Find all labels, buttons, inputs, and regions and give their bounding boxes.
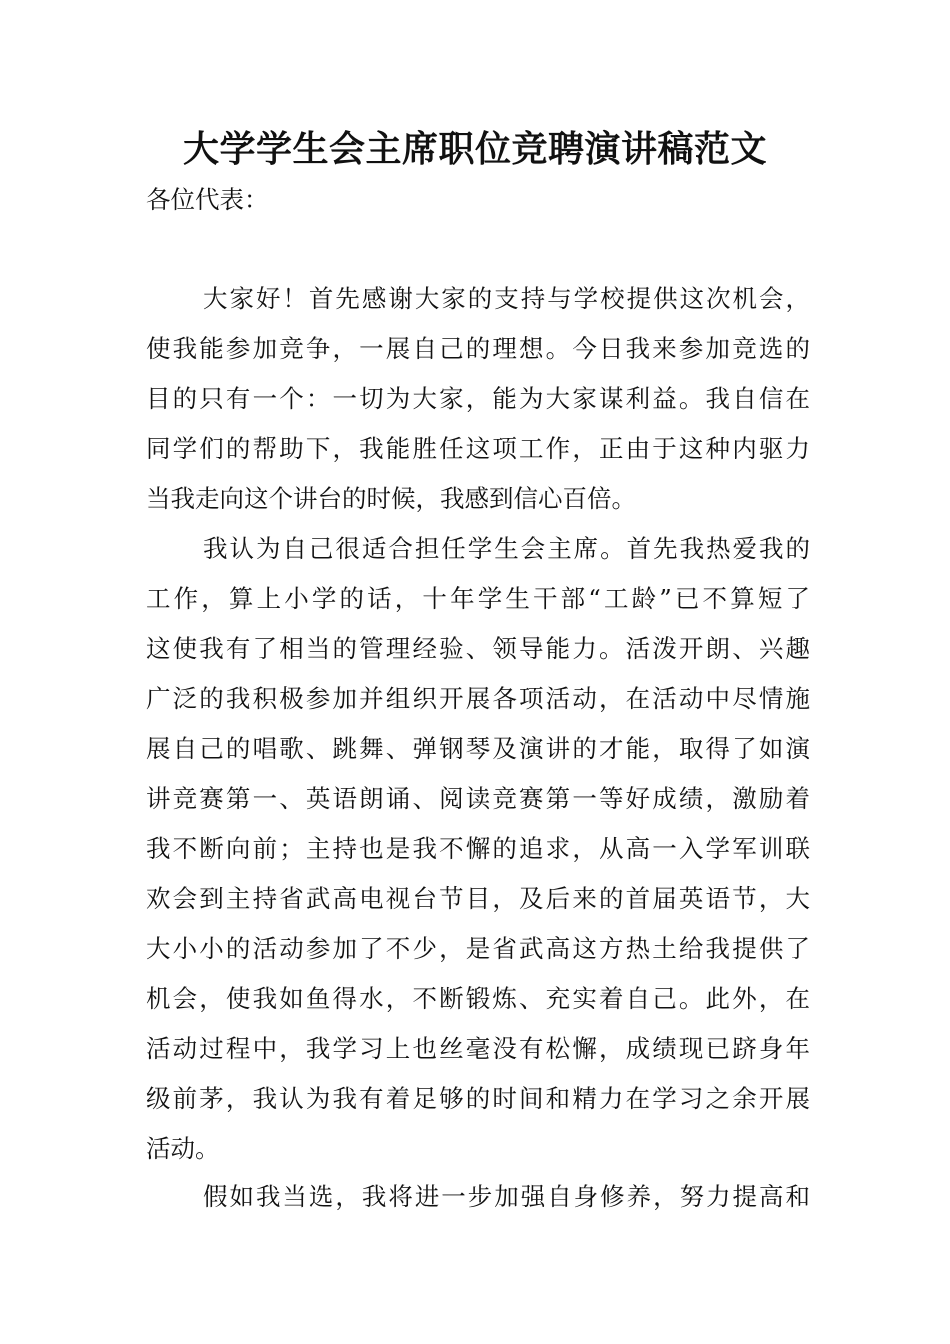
paragraph-line: 展自己的唱歌、跳舞、弹钢琴及演讲的才能，取得了如演 [146, 734, 810, 763]
paragraph-line: 我不断向前；主持也是我不懈的追求，从高一入学军训联 [146, 834, 810, 863]
paragraph-line: 活动。 [146, 1134, 220, 1163]
paragraph-line: 假如我当选，我将进一步加强自身修养，努力提高和 [203, 1182, 810, 1211]
paragraph-line: 广泛的我积极参加并组织开展各项活动，在活动中尽情施 [146, 684, 810, 713]
paragraph-line: 活动过程中，我学习上也丝毫没有松懈，成绩现已跻身年 [146, 1034, 810, 1063]
paragraph-line: 机会，使我如鱼得水，不断锻炼、充实着自己。此外，在 [146, 984, 810, 1013]
paragraph-line: 当我走向这个讲台的时候，我感到信心百倍。 [146, 484, 636, 513]
paragraph-line: 这使我有了相当的管理经验、领导能力。活泼开朗、兴趣 [146, 634, 810, 663]
paragraph-line: 我认为自己很适合担任学生会主席。首先我热爱我的 [203, 534, 810, 563]
paragraph-line: 同学们的帮助下，我能胜任这项工作，正由于这种内驱力 [146, 434, 810, 463]
salutation: 各位代表： [146, 185, 269, 214]
paragraph-line: 欢会到主持省武高电视台节目，及后来的首届英语节，大 [146, 884, 810, 913]
paragraph-line: 大小小的活动参加了不少，是省武高这方热土给我提供了 [146, 934, 810, 963]
paragraph-line: 工作，算上小学的话，十年学生干部“工龄”已不算短了 [146, 584, 810, 613]
document-title: 大学学生会主席职位竞聘演讲稿范文 [182, 129, 767, 170]
paragraph-line: 使我能参加竞争，一展自己的理想。今日我来参加竞选的 [146, 334, 810, 363]
paragraph-line: 讲竞赛第一、英语朗诵、阅读竞赛第一等好成绩，激励着 [146, 784, 810, 813]
paragraph-line: 级前茅，我认为我有着足够的时间和精力在学习之余开展 [146, 1084, 810, 1113]
paragraph-line: 目的只有一个：一切为大家，能为大家谋利益。我自信在 [146, 384, 810, 413]
paragraph-2 [146, 524, 810, 1174]
paragraph-1 [146, 274, 810, 524]
paragraph-line: 大家好！首先感谢大家的支持与学校提供这次机会， [203, 284, 810, 313]
paragraph-3 [146, 1172, 810, 1222]
